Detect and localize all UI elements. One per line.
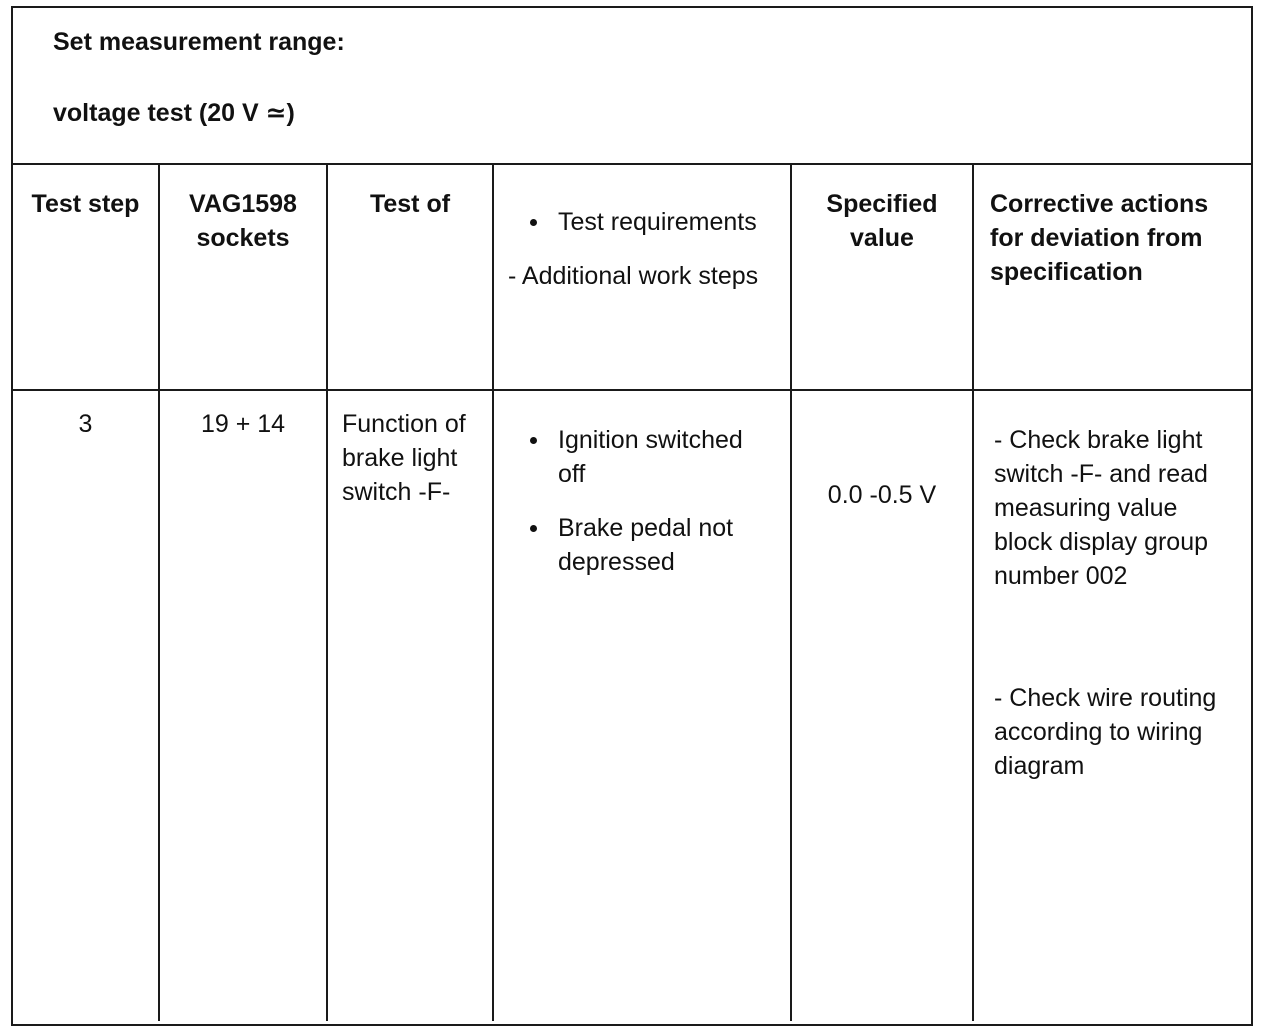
cell-requirements [493, 390, 791, 1021]
header-test-step: Test step [13, 165, 159, 390]
test-table-frame [11, 6, 1253, 1026]
list-item: Brake pedal not depressed [508, 511, 776, 579]
measurement-range-mode: voltage test (20 V ≃) [53, 99, 295, 127]
cell-sockets: 19 + 14 [159, 390, 327, 1021]
header-additional-steps: - Additional work steps [508, 262, 759, 290]
test-step-table [13, 165, 1251, 1021]
cell-specified-value: 0.0 -0.5 V [791, 390, 973, 1021]
header-requirements-list [508, 205, 776, 239]
header-test-of: Test of [327, 165, 493, 390]
header-sockets: VAG1598 sockets [159, 165, 327, 390]
bullet-icon [530, 219, 537, 226]
requirements-list [508, 423, 776, 579]
header-corrective-actions: Corrective actions for deviation from specification [973, 165, 1251, 390]
measurement-range-header [13, 8, 1251, 165]
table-header-row [13, 165, 1251, 390]
bullet-icon [530, 525, 537, 532]
header-specified-value: Specified value [791, 165, 973, 390]
header-requirements [493, 165, 791, 390]
cell-corrective-actions [973, 390, 1251, 1021]
cell-test-of: Function of brake light switch -F- [327, 390, 493, 1021]
table-row [13, 390, 1251, 1021]
corrective-action: - Check wire routing according to wiring diagram [994, 684, 1217, 780]
corrective-action: - Check brake light switch -F- and read measuring value block display group number 002 [994, 426, 1209, 590]
cell-test-step: 3 [13, 390, 159, 1021]
list-item: Test requirements [508, 205, 776, 239]
measurement-range-title: Set measurement range: [53, 28, 345, 56]
list-item: Ignition switched off [508, 423, 776, 491]
bullet-icon [530, 437, 537, 444]
